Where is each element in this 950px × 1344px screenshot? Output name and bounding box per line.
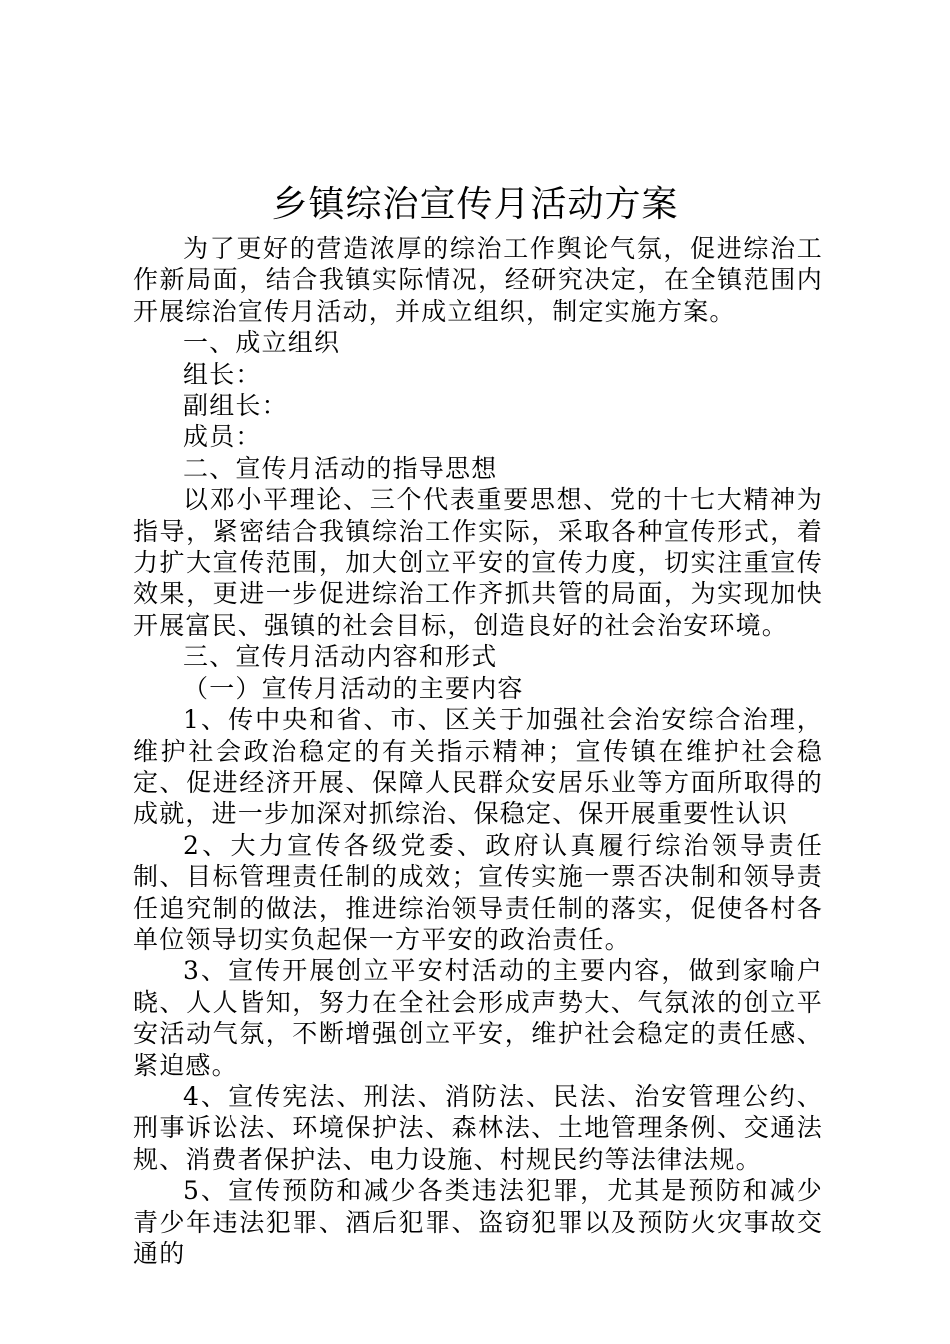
- paragraph-guiding-thought: 以邓小平理论、三个代表重要思想、党的十七大精神为指导，紧密结合我镇综治工作实际，采取各种宣传形式，着力扩大宣传范围，加大创立平安的宣传力度，切实注重宣传效果，更进一步促进综治工作齐抓共管的局面，为实现加快开展富民、强镇的社会目标，创造良好的社会治安环境。: [133, 485, 823, 640]
- list-item-4: 4、宣传宪法、刑法、消防法、民法、治安管理公约、刑事诉讼法、环境保护法、森林法、土地管理条例、交通法规、消费者保护法、电力设施、村规民约等法律法规。: [133, 1081, 823, 1174]
- field-group-leader: 组长：: [183, 359, 262, 389]
- heading-section-2: 二、宣传月活动的指导思想: [183, 453, 498, 483]
- paragraph-intro: 为了更好的营造浓厚的综治工作舆论气氛，促进综治工作新局面，结合我镇实际情况，经研究决定，在全镇范围内开展综治宣传月活动，并成立组织，制定实施方案。: [133, 234, 823, 326]
- list-item-5: 5、宣传预防和减少各类违法犯罪，尤其是预防和减少青少年违法犯罪、酒后犯罪、盗窃犯罪以及预防火灾事故交通的: [133, 1176, 823, 1268]
- heading-section-3: 三、宣传月活动内容和形式: [183, 642, 498, 672]
- subheading-main-content: （一）宣传月活动的主要内容: [183, 673, 524, 703]
- list-item-2: 2、大力宣传各级党委、政府认真履行综治领导责任制、目标管理责任制的成效；宣传实施一票否决制和领导责任追究制的做法，推进综治领导责任制的落实，促使各村各单位领导切实负起保一方平安的政治责任。: [133, 830, 823, 954]
- document-body: [133, 233, 823, 1269]
- list-item-1: 1、传中央和省、市、区关于加强社会治安综合治理，维护社会政治稳定的有关指示精神；宣传镇在维护社会稳定、促进经济开展、保障人民群众安居乐业等方面所取得的成就，进一步加深对抓综治、保稳定、保开展重要性认识: [133, 705, 823, 829]
- heading-section-1: 一、成立组织: [183, 328, 341, 358]
- field-members: 成员：: [183, 422, 262, 452]
- field-deputy-leader: 副组长：: [183, 391, 288, 421]
- document-title: 乡镇综治宣传月活动方案: [271, 184, 679, 225]
- list-item-3: 3、宣传开展创立平安村活动的主要内容，做到家喻户晓、人人皆知，努力在全社会形成声势大、气氛浓的创立平安活动气氛，不断增强创立平安，维护社会稳定的责任感、紧迫感。: [133, 956, 823, 1080]
